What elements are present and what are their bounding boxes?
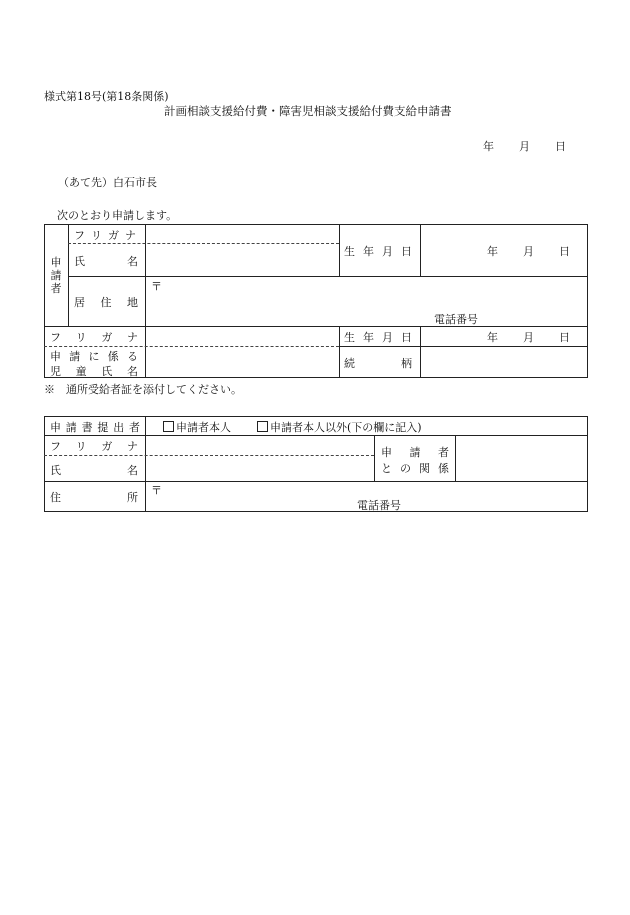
birthdate-year: 年 — [487, 245, 498, 258]
date-month-label: 月 — [519, 140, 530, 153]
submitter-label: 申 請 書 提 出 者 — [50, 421, 140, 434]
date-day-label: 日 — [555, 140, 566, 153]
postal-mark: 〒 — [151, 280, 162, 293]
form-title: 計画相談支援給付費・障害児相談支援給付費支給申請書 — [164, 104, 452, 118]
attachment-note: ※ 通所受給者証を添付してください。 — [44, 383, 242, 396]
birthdate-label: 生 年 月 日 — [344, 245, 412, 258]
submitter-name-label: 氏 名 — [50, 464, 138, 477]
child-furigana-label: フ リ ガ ナ — [50, 331, 138, 344]
relation-label-line1: 申 請 者 — [381, 446, 449, 459]
addressee: （あて先）白石市長 — [58, 176, 157, 189]
furigana-label: フ リ ガ ナ — [74, 229, 136, 242]
child-name-label-line2: 児 童 氏 名 — [50, 365, 138, 378]
intro-text: 次のとおり申請します。 — [57, 209, 178, 222]
checkbox-applicant-other[interactable]: 申請者本人以外(下の欄に記入) — [257, 419, 422, 435]
child-birthdate-day: 日 — [559, 331, 570, 344]
checkbox-applicant-self[interactable]: 申請者本人 — [163, 419, 231, 435]
child-name-label-line1: 申 請 に 係 る — [50, 350, 138, 363]
checkbox-icon — [163, 421, 174, 432]
address-label: 居 住 地 — [74, 296, 138, 309]
birthdate-day: 日 — [559, 245, 570, 258]
relationship-label: 続 柄 — [344, 357, 412, 370]
birthdate-month: 月 — [523, 245, 534, 258]
child-birthdate-label: 生 年 月 日 — [344, 331, 412, 344]
applicant-label: 申 請 者 — [50, 256, 62, 295]
relation-label-line2: と の 関 係 — [381, 462, 449, 475]
child-birthdate-month: 月 — [523, 331, 534, 344]
form-number: 様式第18号(第18条関係) — [44, 90, 169, 103]
name-label: 氏 名 — [74, 255, 138, 268]
date-year-label: 年 — [483, 140, 494, 153]
checkbox-icon — [257, 421, 268, 432]
child-birthdate-year: 年 — [487, 331, 498, 344]
submitter-furigana-label: フ リ ガ ナ — [50, 440, 138, 453]
phone-label: 電話番号 — [434, 313, 478, 326]
submitter-address-label: 住 所 — [50, 491, 138, 504]
submitter-postal-mark: 〒 — [151, 484, 162, 497]
submitter-phone-label: 電話番号 — [357, 499, 401, 512]
